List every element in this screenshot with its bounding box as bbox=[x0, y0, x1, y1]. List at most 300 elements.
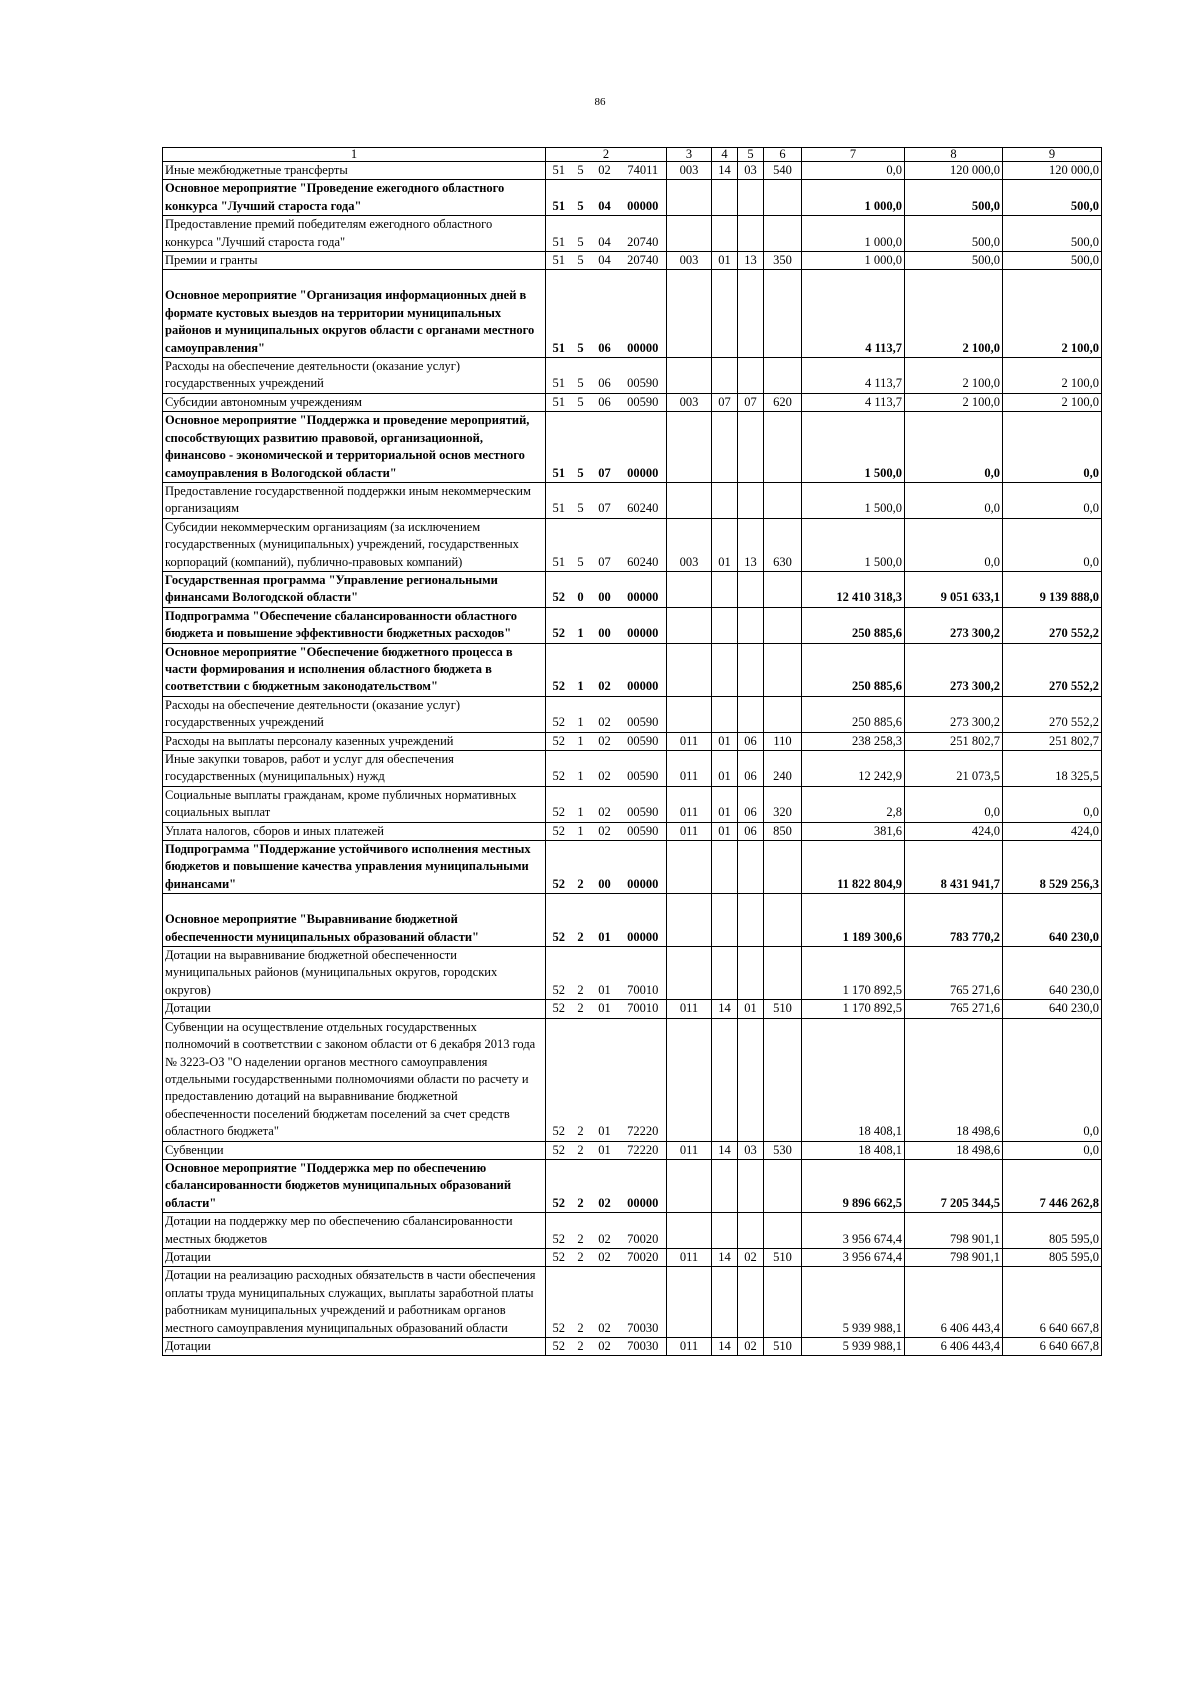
table-row bbox=[163, 607, 1102, 643]
subsection-code bbox=[738, 216, 764, 252]
program-code: 52 bbox=[546, 643, 572, 696]
amount-col-8: 18 498,6 bbox=[905, 1141, 1003, 1159]
amount-col-9: 18 325,5 bbox=[1003, 751, 1102, 787]
table-row bbox=[163, 1213, 1102, 1249]
subsection-code bbox=[738, 1159, 764, 1212]
direction-code: 70020 bbox=[620, 1213, 667, 1249]
subprogram-code: 2 bbox=[572, 1141, 590, 1159]
department-code bbox=[667, 643, 712, 696]
department-code bbox=[667, 180, 712, 216]
section-code bbox=[712, 482, 738, 518]
amount-col-7: 1 500,0 bbox=[802, 412, 905, 483]
expense-type-code bbox=[764, 412, 802, 483]
table-row bbox=[163, 252, 1102, 270]
row-name: Дотации на поддержку мер по обеспечению сбалансированности местных бюджетов bbox=[163, 1213, 546, 1249]
table-row bbox=[163, 696, 1102, 732]
row-name: Основное мероприятие "Проведение ежегодного областного конкурса "Лучший староста года" bbox=[163, 180, 546, 216]
subsection-code: 02 bbox=[738, 1248, 764, 1266]
department-code: 003 bbox=[667, 518, 712, 571]
subsection-code bbox=[738, 482, 764, 518]
amount-col-8: 765 271,6 bbox=[905, 1000, 1003, 1018]
department-code bbox=[667, 947, 712, 1000]
row-name: Дотации на реализацию расходных обязательств в части обеспечения оплаты труда муниципальных служащих, выплаты заработной платы работникам муниципальных учреждений и работникам органов местного самоуправления муниципальных образований области bbox=[163, 1267, 546, 1338]
row-name: Дотации bbox=[163, 1248, 546, 1266]
measure-code: 02 bbox=[590, 1248, 620, 1266]
row-name: Основное мероприятие "Поддержка мер по обеспечению сбалансированности бюджетов муниципальных образований области" bbox=[163, 1159, 546, 1212]
subsection-code: 03 bbox=[738, 1141, 764, 1159]
amount-col-9: 9 139 888,0 bbox=[1003, 571, 1102, 607]
row-name: Подпрограмма "Обеспечение сбалансированности областного бюджета и повышение эффективности бюджетных расходов" bbox=[163, 607, 546, 643]
amount-col-8: 8 431 941,7 bbox=[905, 841, 1003, 894]
amount-col-9: 2 100,0 bbox=[1003, 358, 1102, 394]
amount-col-8: 21 073,5 bbox=[905, 751, 1003, 787]
subprogram-code: 5 bbox=[572, 412, 590, 483]
amount-col-7: 1 500,0 bbox=[802, 482, 905, 518]
program-code: 52 bbox=[546, 732, 572, 750]
row-name: Расходы на обеспечение деятельности (оказание услуг) государственных учреждений bbox=[163, 696, 546, 732]
direction-code: 00590 bbox=[620, 786, 667, 822]
amount-col-7: 238 258,3 bbox=[802, 732, 905, 750]
amount-col-9: 0,0 bbox=[1003, 412, 1102, 483]
amount-col-9: 270 552,2 bbox=[1003, 607, 1102, 643]
measure-code: 01 bbox=[590, 1000, 620, 1018]
subsection-code bbox=[738, 894, 764, 947]
direction-code: 60240 bbox=[620, 518, 667, 571]
subsection-code: 13 bbox=[738, 518, 764, 571]
row-name: Дотации bbox=[163, 1338, 546, 1356]
header-col-4: 4 bbox=[712, 148, 738, 162]
subprogram-code: 2 bbox=[572, 841, 590, 894]
subprogram-code: 2 bbox=[572, 894, 590, 947]
amount-col-7: 1 170 892,5 bbox=[802, 947, 905, 1000]
amount-col-7: 1 000,0 bbox=[802, 216, 905, 252]
amount-col-7: 18 408,1 bbox=[802, 1141, 905, 1159]
table-row bbox=[163, 270, 1102, 358]
measure-code: 07 bbox=[590, 518, 620, 571]
department-code: 011 bbox=[667, 751, 712, 787]
section-code: 01 bbox=[712, 751, 738, 787]
direction-code: 00000 bbox=[620, 894, 667, 947]
amount-col-9: 805 595,0 bbox=[1003, 1248, 1102, 1266]
subsection-code bbox=[738, 180, 764, 216]
amount-col-9: 0,0 bbox=[1003, 786, 1102, 822]
program-code: 51 bbox=[546, 393, 572, 411]
table-row bbox=[163, 947, 1102, 1000]
amount-col-7: 250 885,6 bbox=[802, 607, 905, 643]
department-code bbox=[667, 1018, 712, 1141]
amount-col-7: 3 956 674,4 bbox=[802, 1213, 905, 1249]
department-code bbox=[667, 841, 712, 894]
subprogram-code: 5 bbox=[572, 216, 590, 252]
header-col-2: 2 bbox=[546, 148, 667, 162]
program-code: 51 bbox=[546, 412, 572, 483]
section-code: 14 bbox=[712, 162, 738, 180]
expense-type-code: 510 bbox=[764, 1338, 802, 1356]
direction-code: 70030 bbox=[620, 1338, 667, 1356]
amount-col-8: 120 000,0 bbox=[905, 162, 1003, 180]
amount-col-7: 18 408,1 bbox=[802, 1018, 905, 1141]
subsection-code bbox=[738, 1018, 764, 1141]
subsection-code bbox=[738, 358, 764, 394]
table-row bbox=[163, 1248, 1102, 1266]
amount-col-9: 270 552,2 bbox=[1003, 696, 1102, 732]
program-code: 52 bbox=[546, 571, 572, 607]
amount-col-7: 9 896 662,5 bbox=[802, 1159, 905, 1212]
amount-col-9: 8 529 256,3 bbox=[1003, 841, 1102, 894]
table-row bbox=[163, 894, 1102, 947]
row-name: Уплата налогов, сборов и иных платежей bbox=[163, 822, 546, 840]
row-name: Дотации на выравнивание бюджетной обеспеченности муниципальных районов (муниципальных округов, городских округов) bbox=[163, 947, 546, 1000]
program-code: 52 bbox=[546, 1248, 572, 1266]
subprogram-code: 5 bbox=[572, 393, 590, 411]
expense-type-code: 630 bbox=[764, 518, 802, 571]
section-code bbox=[712, 607, 738, 643]
section-code bbox=[712, 216, 738, 252]
program-code: 51 bbox=[546, 180, 572, 216]
department-code bbox=[667, 1213, 712, 1249]
direction-code: 70010 bbox=[620, 1000, 667, 1018]
direction-code: 72220 bbox=[620, 1018, 667, 1141]
direction-code: 00000 bbox=[620, 643, 667, 696]
row-name: Основное мероприятие "Выравнивание бюджетной обеспеченности муниципальных образований области" bbox=[163, 894, 546, 947]
amount-col-7: 1 000,0 bbox=[802, 252, 905, 270]
subprogram-code: 1 bbox=[572, 786, 590, 822]
program-code: 52 bbox=[546, 751, 572, 787]
subprogram-code: 1 bbox=[572, 696, 590, 732]
direction-code: 00000 bbox=[620, 1159, 667, 1212]
expense-type-code bbox=[764, 894, 802, 947]
amount-col-8: 18 498,6 bbox=[905, 1018, 1003, 1141]
page-number: 86 bbox=[594, 96, 606, 108]
amount-col-7: 5 939 988,1 bbox=[802, 1267, 905, 1338]
direction-code: 00590 bbox=[620, 358, 667, 394]
program-code: 52 bbox=[546, 894, 572, 947]
row-name: Субвенции bbox=[163, 1141, 546, 1159]
table-row bbox=[163, 180, 1102, 216]
amount-col-8: 2 100,0 bbox=[905, 393, 1003, 411]
direction-code: 60240 bbox=[620, 482, 667, 518]
subprogram-code: 2 bbox=[572, 1000, 590, 1018]
department-code: 011 bbox=[667, 732, 712, 750]
program-code: 52 bbox=[546, 1141, 572, 1159]
direction-code: 00590 bbox=[620, 696, 667, 732]
department-code bbox=[667, 696, 712, 732]
program-code: 52 bbox=[546, 1267, 572, 1338]
table-row bbox=[163, 822, 1102, 840]
department-code: 003 bbox=[667, 393, 712, 411]
row-name: Расходы на выплаты персоналу казенных учреждений bbox=[163, 732, 546, 750]
amount-col-9: 251 802,7 bbox=[1003, 732, 1102, 750]
measure-code: 00 bbox=[590, 571, 620, 607]
subsection-code: 06 bbox=[738, 732, 764, 750]
amount-col-7: 5 939 988,1 bbox=[802, 1338, 905, 1356]
section-code bbox=[712, 643, 738, 696]
table-row bbox=[163, 1000, 1102, 1018]
amount-col-7: 381,6 bbox=[802, 822, 905, 840]
table-row bbox=[163, 786, 1102, 822]
subprogram-code: 1 bbox=[572, 607, 590, 643]
amount-col-7: 11 822 804,9 bbox=[802, 841, 905, 894]
amount-col-9: 0,0 bbox=[1003, 1018, 1102, 1141]
table-row bbox=[163, 1267, 1102, 1338]
amount-col-7: 250 885,6 bbox=[802, 643, 905, 696]
amount-col-9: 6 640 667,8 bbox=[1003, 1267, 1102, 1338]
measure-code: 06 bbox=[590, 270, 620, 358]
expense-type-code bbox=[764, 358, 802, 394]
subsection-code: 01 bbox=[738, 1000, 764, 1018]
subprogram-code: 5 bbox=[572, 358, 590, 394]
section-code: 14 bbox=[712, 1248, 738, 1266]
program-code: 52 bbox=[546, 696, 572, 732]
measure-code: 04 bbox=[590, 252, 620, 270]
amount-col-9: 120 000,0 bbox=[1003, 162, 1102, 180]
direction-code: 70030 bbox=[620, 1267, 667, 1338]
amount-col-8: 500,0 bbox=[905, 216, 1003, 252]
row-name: Субсидии некоммерческим организациям (за исключением государственных (муниципальных) учреждений, государственных корпораций (компаний), публично-правовых компаний) bbox=[163, 518, 546, 571]
direction-code: 00000 bbox=[620, 180, 667, 216]
row-name: Субвенции на осуществление отдельных государственных полномочий в соответствии с законом области от 6 декабря 2013 года № 3223-ОЗ "О наделении органов местного самоуправления отдельными государственными полномочиями области по расчету и предоставлению дотаций на выравнивание бюджетной обеспеченности поселений бюджетам поселений за счет средств областного бюджета" bbox=[163, 1018, 546, 1141]
subprogram-code: 5 bbox=[572, 252, 590, 270]
amount-col-7: 1 170 892,5 bbox=[802, 1000, 905, 1018]
amount-col-8: 273 300,2 bbox=[905, 643, 1003, 696]
department-code: 011 bbox=[667, 1141, 712, 1159]
row-name: Иные закупки товаров, работ и услуг для обеспечения государственных (муниципальных) нужд bbox=[163, 751, 546, 787]
table-row bbox=[163, 358, 1102, 394]
direction-code: 00590 bbox=[620, 732, 667, 750]
budget-table bbox=[162, 147, 1102, 1356]
row-name: Иные межбюджетные трансферты bbox=[163, 162, 546, 180]
subprogram-code: 1 bbox=[572, 643, 590, 696]
amount-col-9: 2 100,0 bbox=[1003, 270, 1102, 358]
table-row bbox=[163, 571, 1102, 607]
header-col-7: 7 bbox=[802, 148, 905, 162]
table-row bbox=[163, 751, 1102, 787]
program-code: 51 bbox=[546, 270, 572, 358]
direction-code: 00000 bbox=[620, 571, 667, 607]
section-code: 01 bbox=[712, 252, 738, 270]
amount-col-9: 6 640 667,8 bbox=[1003, 1338, 1102, 1356]
subprogram-code: 2 bbox=[572, 947, 590, 1000]
table-row bbox=[163, 1018, 1102, 1141]
subsection-code: 02 bbox=[738, 1338, 764, 1356]
table-row bbox=[163, 1338, 1102, 1356]
direction-code: 00000 bbox=[620, 412, 667, 483]
program-code: 51 bbox=[546, 216, 572, 252]
amount-col-7: 3 956 674,4 bbox=[802, 1248, 905, 1266]
amount-col-8: 0,0 bbox=[905, 786, 1003, 822]
direction-code: 20740 bbox=[620, 252, 667, 270]
amount-col-9: 270 552,2 bbox=[1003, 643, 1102, 696]
program-code: 52 bbox=[546, 786, 572, 822]
row-name: Социальные выплаты гражданам, кроме публичных нормативных социальных выплат bbox=[163, 786, 546, 822]
amount-col-7: 12 242,9 bbox=[802, 751, 905, 787]
table-row bbox=[163, 1141, 1102, 1159]
header-col-8: 8 bbox=[905, 148, 1003, 162]
header-col-6: 6 bbox=[764, 148, 802, 162]
section-code bbox=[712, 1018, 738, 1141]
amount-col-7: 1 189 300,6 bbox=[802, 894, 905, 947]
measure-code: 02 bbox=[590, 1267, 620, 1338]
expense-type-code bbox=[764, 1018, 802, 1141]
subsection-code bbox=[738, 643, 764, 696]
measure-code: 02 bbox=[590, 751, 620, 787]
amount-col-9: 640 230,0 bbox=[1003, 894, 1102, 947]
subsection-code: 06 bbox=[738, 786, 764, 822]
department-code bbox=[667, 894, 712, 947]
program-code: 52 bbox=[546, 607, 572, 643]
expense-type-code: 350 bbox=[764, 252, 802, 270]
program-code: 52 bbox=[546, 1018, 572, 1141]
measure-code: 02 bbox=[590, 1159, 620, 1212]
table-row bbox=[163, 216, 1102, 252]
direction-code: 20740 bbox=[620, 216, 667, 252]
subsection-code: 06 bbox=[738, 751, 764, 787]
amount-col-7: 12 410 318,3 bbox=[802, 571, 905, 607]
header-col-3: 3 bbox=[667, 148, 712, 162]
expense-type-code: 850 bbox=[764, 822, 802, 840]
amount-col-7: 2,8 bbox=[802, 786, 905, 822]
program-code: 51 bbox=[546, 358, 572, 394]
row-name: Предоставление премий победителям ежегодного областного конкурса "Лучший староста года" bbox=[163, 216, 546, 252]
subprogram-code: 5 bbox=[572, 518, 590, 571]
subprogram-code: 2 bbox=[572, 1213, 590, 1249]
expense-type-code bbox=[764, 841, 802, 894]
subsection-code bbox=[738, 1267, 764, 1338]
amount-col-8: 798 901,1 bbox=[905, 1213, 1003, 1249]
subsection-code bbox=[738, 1213, 764, 1249]
amount-col-8: 251 802,7 bbox=[905, 732, 1003, 750]
subprogram-code: 5 bbox=[572, 482, 590, 518]
measure-code: 00 bbox=[590, 607, 620, 643]
measure-code: 06 bbox=[590, 358, 620, 394]
expense-type-code bbox=[764, 947, 802, 1000]
subprogram-code: 5 bbox=[572, 270, 590, 358]
section-code: 14 bbox=[712, 1338, 738, 1356]
subsection-code: 06 bbox=[738, 822, 764, 840]
program-code: 52 bbox=[546, 822, 572, 840]
table-row bbox=[163, 732, 1102, 750]
expense-type-code: 540 bbox=[764, 162, 802, 180]
amount-col-9: 500,0 bbox=[1003, 216, 1102, 252]
expense-type-code: 510 bbox=[764, 1000, 802, 1018]
row-name: Расходы на обеспечение деятельности (оказание услуг) государственных учреждений bbox=[163, 358, 546, 394]
subprogram-code: 2 bbox=[572, 1018, 590, 1141]
department-code: 011 bbox=[667, 1248, 712, 1266]
table-row bbox=[163, 1159, 1102, 1212]
subprogram-code: 5 bbox=[572, 162, 590, 180]
subsection-code bbox=[738, 696, 764, 732]
table-row bbox=[163, 482, 1102, 518]
amount-col-9: 500,0 bbox=[1003, 180, 1102, 216]
row-name: Основное мероприятие "Обеспечение бюджетного процесса в части формирования и исполнения областного бюджета в соответствии с бюджетным законодательством" bbox=[163, 643, 546, 696]
row-name: Подпрограмма "Поддержание устойчивого исполнения местных бюджетов и повышение качества управления муниципальными финансами" bbox=[163, 841, 546, 894]
department-code: 011 bbox=[667, 786, 712, 822]
amount-col-8: 273 300,2 bbox=[905, 696, 1003, 732]
program-code: 52 bbox=[546, 841, 572, 894]
row-name: Государственная программа "Управление региональными финансами Вологодской области" bbox=[163, 571, 546, 607]
measure-code: 07 bbox=[590, 412, 620, 483]
section-code bbox=[712, 1213, 738, 1249]
header-col-9: 9 bbox=[1003, 148, 1102, 162]
row-name: Субсидии автономным учреждениям bbox=[163, 393, 546, 411]
subsection-code bbox=[738, 270, 764, 358]
subprogram-code: 1 bbox=[572, 822, 590, 840]
amount-col-8: 2 100,0 bbox=[905, 358, 1003, 394]
amount-col-8: 273 300,2 bbox=[905, 607, 1003, 643]
department-code bbox=[667, 358, 712, 394]
expense-type-code bbox=[764, 180, 802, 216]
amount-col-8: 6 406 443,4 bbox=[905, 1338, 1003, 1356]
subprogram-code: 2 bbox=[572, 1248, 590, 1266]
expense-type-code bbox=[764, 607, 802, 643]
header-col-5: 5 bbox=[738, 148, 764, 162]
program-code: 51 bbox=[546, 162, 572, 180]
row-name: Основное мероприятие "Организация информационных дней в формате кустовых выездов на территории муниципальных районов и муниципальных округов области с органами местного самоуправления" bbox=[163, 270, 546, 358]
section-code bbox=[712, 412, 738, 483]
section-code bbox=[712, 696, 738, 732]
measure-code: 01 bbox=[590, 1018, 620, 1141]
table-row bbox=[163, 518, 1102, 571]
section-code: 07 bbox=[712, 393, 738, 411]
amount-col-9: 2 100,0 bbox=[1003, 393, 1102, 411]
expense-type-code: 320 bbox=[764, 786, 802, 822]
amount-col-9: 0,0 bbox=[1003, 1141, 1102, 1159]
expense-type-code: 240 bbox=[764, 751, 802, 787]
section-code: 01 bbox=[712, 822, 738, 840]
expense-type-code: 510 bbox=[764, 1248, 802, 1266]
section-code bbox=[712, 358, 738, 394]
measure-code: 02 bbox=[590, 162, 620, 180]
department-code bbox=[667, 482, 712, 518]
table-body bbox=[163, 162, 1102, 1356]
section-code: 01 bbox=[712, 732, 738, 750]
department-code: 011 bbox=[667, 822, 712, 840]
amount-col-9: 640 230,0 bbox=[1003, 1000, 1102, 1018]
table-row bbox=[163, 412, 1102, 483]
direction-code: 70010 bbox=[620, 947, 667, 1000]
amount-col-8: 2 100,0 bbox=[905, 270, 1003, 358]
measure-code: 07 bbox=[590, 482, 620, 518]
amount-col-7: 0,0 bbox=[802, 162, 905, 180]
subsection-code bbox=[738, 947, 764, 1000]
subprogram-code: 5 bbox=[572, 180, 590, 216]
subprogram-code: 0 bbox=[572, 571, 590, 607]
measure-code: 01 bbox=[590, 894, 620, 947]
subsection-code bbox=[738, 607, 764, 643]
department-code bbox=[667, 1159, 712, 1212]
header-row bbox=[163, 148, 1102, 162]
amount-col-9: 424,0 bbox=[1003, 822, 1102, 840]
amount-col-8: 783 770,2 bbox=[905, 894, 1003, 947]
row-name: Основное мероприятие "Поддержка и проведение мероприятий, способствующих развитию правовой, организационной, финансово - экономической и территориальной основ местного самоуправления в Вологодской области" bbox=[163, 412, 546, 483]
subsection-code: 13 bbox=[738, 252, 764, 270]
section-code bbox=[712, 841, 738, 894]
amount-col-7: 4 113,7 bbox=[802, 393, 905, 411]
subprogram-code: 1 bbox=[572, 732, 590, 750]
amount-col-7: 4 113,7 bbox=[802, 270, 905, 358]
expense-type-code: 620 bbox=[764, 393, 802, 411]
table-row bbox=[163, 643, 1102, 696]
amount-col-8: 0,0 bbox=[905, 412, 1003, 483]
expense-type-code bbox=[764, 696, 802, 732]
direction-code: 70020 bbox=[620, 1248, 667, 1266]
expense-type-code: 530 bbox=[764, 1141, 802, 1159]
amount-col-8: 0,0 bbox=[905, 482, 1003, 518]
section-code bbox=[712, 1159, 738, 1212]
section-code: 14 bbox=[712, 1141, 738, 1159]
expense-type-code: 110 bbox=[764, 732, 802, 750]
department-code: 011 bbox=[667, 1000, 712, 1018]
